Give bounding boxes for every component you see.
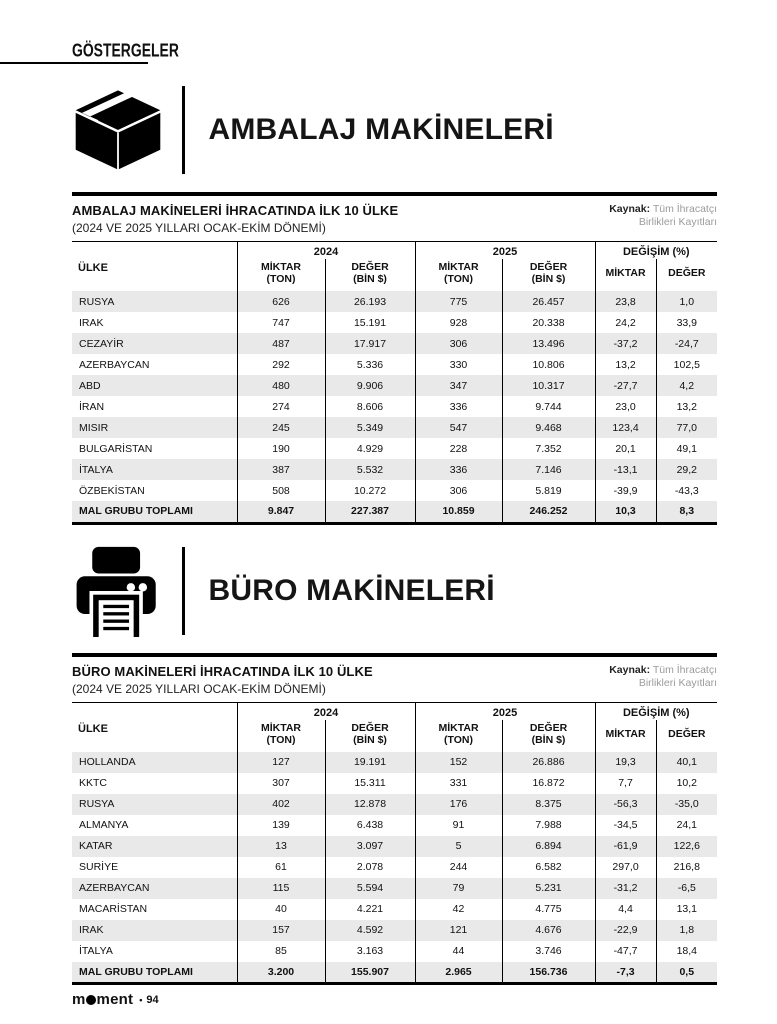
col-header-value-2024: DEĞER (BİN $) — [325, 720, 415, 752]
col-header-change-value: DEĞER — [656, 259, 717, 291]
value-cell: 24,2 — [595, 312, 656, 333]
caption-left — [72, 203, 398, 235]
value-cell: 79 — [415, 878, 502, 899]
value-cell: 77,0 — [656, 417, 717, 438]
total-value: 10,3 — [595, 501, 656, 523]
table-row — [72, 794, 717, 815]
value-cell: 49,1 — [656, 438, 717, 459]
value-cell: 23,0 — [595, 396, 656, 417]
source-label: Kaynak: — [609, 663, 651, 676]
export-table-ambalaj — [72, 241, 717, 525]
value-cell: 10.806 — [502, 354, 595, 375]
table-row — [72, 878, 717, 899]
value-cell: 747 — [237, 312, 325, 333]
country-cell: KKTC — [79, 777, 108, 789]
value-cell: 19.191 — [325, 752, 415, 773]
value-cell: 6.438 — [325, 815, 415, 836]
country-cell: SURİYE — [79, 861, 119, 873]
table-body — [72, 752, 717, 962]
country-cell: AZERBAYCAN — [79, 882, 150, 894]
col-group-2025: 2025 — [415, 242, 595, 260]
value-cell: -35,0 — [656, 794, 717, 815]
source-label: Kaynak: — [609, 203, 651, 215]
value-cell: -39,9 — [595, 480, 656, 501]
country-cell: RUSYA — [79, 798, 115, 810]
value-cell: 3.163 — [325, 941, 415, 962]
value-cell: -31,2 — [595, 878, 656, 899]
table-row — [72, 857, 717, 878]
col-header-value-2024: DEĞER (BİN $) — [325, 259, 415, 291]
value-cell: -47,7 — [595, 941, 656, 962]
country-cell: RUSYA — [79, 295, 115, 308]
value-cell: 6.894 — [502, 836, 595, 857]
table-row — [72, 354, 717, 375]
section-header-ambalaj — [72, 84, 717, 176]
table-row — [72, 417, 717, 438]
value-cell: -24,7 — [656, 333, 717, 354]
value-cell: 42 — [415, 899, 502, 920]
total-value: 2.965 — [415, 962, 502, 984]
country-cell: İRAN — [79, 400, 105, 413]
value-cell: 5.349 — [325, 417, 415, 438]
table-head — [72, 242, 717, 292]
col-header-change-amount: MİKTAR — [595, 259, 656, 291]
table-row — [72, 899, 717, 920]
table-row — [72, 333, 717, 354]
value-cell: 4.775 — [502, 899, 595, 920]
col-header-amount-2024: MİKTAR (TON) — [260, 721, 302, 746]
country-cell: KATAR — [79, 840, 113, 852]
value-cell: -13,1 — [595, 459, 656, 480]
value-cell: 26.457 — [502, 291, 595, 312]
package-box-icon — [72, 84, 164, 176]
source-line1: Tüm İhracatçı — [652, 203, 717, 215]
value-cell: 7,7 — [595, 773, 656, 794]
value-cell: 928 — [415, 312, 502, 333]
value-cell: 347 — [415, 375, 502, 396]
export-table-buro — [72, 702, 717, 986]
value-cell: 152 — [415, 752, 502, 773]
table-row — [72, 941, 717, 962]
table-row — [72, 312, 717, 333]
value-cell: 15.191 — [325, 312, 415, 333]
value-cell: 487 — [237, 333, 325, 354]
logo-text-suffix: ment — [96, 991, 134, 1008]
col-group-change: DEĞİŞİM (%) — [595, 702, 717, 720]
table-title: BÜRO MAKİNELERİ İHRACATINDA İLK 10 ÜLKE — [72, 663, 373, 679]
value-cell: 13 — [237, 836, 325, 857]
value-cell: -6,5 — [656, 878, 717, 899]
value-cell: 10.272 — [325, 480, 415, 501]
col-group-2024: 2024 — [313, 246, 339, 258]
value-cell: 9.468 — [502, 417, 595, 438]
total-value: 227.387 — [325, 501, 415, 523]
value-cell: -43,3 — [656, 480, 717, 501]
value-cell: 7.988 — [502, 815, 595, 836]
total-label: MAL GRUBU TOPLAMI — [79, 965, 193, 978]
table-block-ambalaj — [72, 192, 717, 525]
section-title: AMBALAJ MAKİNELERİ — [208, 113, 554, 146]
value-cell: 40,1 — [656, 752, 717, 773]
col-group-change: DEĞİŞİM (%) — [595, 242, 717, 260]
value-cell: -34,5 — [595, 815, 656, 836]
col-header-change-amount: MİKTAR — [595, 720, 656, 752]
value-cell: 245 — [237, 417, 325, 438]
section-title: BÜRO MAKİNELERİ — [208, 573, 495, 607]
country-cell: AZERBAYCAN — [79, 358, 150, 371]
table-row — [72, 480, 717, 501]
source-line2: Birlikleri Kayıtları — [638, 676, 717, 689]
value-cell: 3.097 — [325, 836, 415, 857]
value-cell: 13,2 — [595, 354, 656, 375]
page-footer — [72, 991, 159, 1008]
value-cell: 61 — [237, 857, 325, 878]
value-cell: 19,3 — [595, 752, 656, 773]
country-cell: ABD — [79, 379, 101, 392]
value-cell: 1,0 — [656, 291, 717, 312]
header-divider — [182, 547, 185, 635]
value-cell: 274 — [237, 396, 325, 417]
value-cell: 330 — [415, 354, 502, 375]
value-cell: 775 — [415, 291, 502, 312]
value-cell: 7.352 — [502, 438, 595, 459]
value-cell: 8.375 — [502, 794, 595, 815]
value-cell: 307 — [237, 773, 325, 794]
table-row — [72, 459, 717, 480]
table-row — [72, 396, 717, 417]
value-cell: 306 — [415, 480, 502, 501]
caption-left — [72, 664, 373, 696]
value-cell: 244 — [415, 857, 502, 878]
total-value: 8,3 — [656, 501, 717, 523]
value-cell: 115 — [237, 878, 325, 899]
value-cell: 139 — [237, 815, 325, 836]
value-cell: 16.872 — [502, 773, 595, 794]
value-cell: 297,0 — [595, 857, 656, 878]
value-cell: 157 — [237, 920, 325, 941]
value-cell: 6.582 — [502, 857, 595, 878]
value-cell: 5.819 — [502, 480, 595, 501]
total-value: 9.847 — [237, 501, 325, 523]
total-value: 246.252 — [502, 501, 595, 523]
table-caption — [72, 196, 717, 241]
total-value: -7,3 — [595, 962, 656, 984]
total-value: 3.200 — [237, 962, 325, 984]
value-cell: 123,4 — [595, 417, 656, 438]
value-cell: 4.929 — [325, 438, 415, 459]
table-row — [72, 773, 717, 794]
value-cell: 127 — [237, 752, 325, 773]
col-header-amount-2025: MİKTAR (TON) — [415, 259, 502, 291]
value-cell: 91 — [415, 815, 502, 836]
value-cell: 102,5 — [656, 354, 717, 375]
value-cell: 336 — [415, 459, 502, 480]
value-cell: 402 — [237, 794, 325, 815]
value-cell: 547 — [415, 417, 502, 438]
col-group-2024: 2024 — [313, 706, 339, 719]
country-cell: HOLLANDA — [79, 756, 136, 768]
table-total — [72, 962, 717, 984]
table-row — [72, 836, 717, 857]
total-value: 155.907 — [325, 962, 415, 984]
value-cell: 24,1 — [656, 815, 717, 836]
value-cell: 1,8 — [656, 920, 717, 941]
kicker-rule — [0, 62, 148, 64]
col-header-country: ÜLKE — [72, 702, 237, 752]
value-cell: 4.221 — [325, 899, 415, 920]
table-block-buro — [72, 653, 717, 986]
value-cell: 13.496 — [502, 333, 595, 354]
country-cell: IRAK — [79, 316, 104, 329]
value-cell: 20.338 — [502, 312, 595, 333]
value-cell: 4.592 — [325, 920, 415, 941]
col-header-amount-2024: MİKTAR (TON) — [260, 261, 302, 285]
value-cell: 15.311 — [325, 773, 415, 794]
header-divider — [182, 86, 185, 174]
value-cell: 480 — [237, 375, 325, 396]
country-cell: MACARİSTAN — [79, 903, 148, 915]
value-cell: 121 — [415, 920, 502, 941]
value-cell: -27,7 — [595, 375, 656, 396]
value-cell: 17.917 — [325, 333, 415, 354]
value-cell: 626 — [237, 291, 325, 312]
value-cell: 9.906 — [325, 375, 415, 396]
value-cell: 7.146 — [502, 459, 595, 480]
table-row — [72, 291, 717, 312]
table-caption — [72, 657, 717, 702]
country-cell: MISIR — [79, 421, 109, 434]
value-cell: 8.606 — [325, 396, 415, 417]
value-cell: 44 — [415, 941, 502, 962]
table-row — [72, 375, 717, 396]
printer-icon — [72, 545, 164, 637]
col-header-amount-2025: MİKTAR (TON) — [415, 720, 502, 752]
value-cell: 3.746 — [502, 941, 595, 962]
value-cell: 13,1 — [656, 899, 717, 920]
value-cell: 228 — [415, 438, 502, 459]
total-value: 156.736 — [502, 962, 595, 984]
section-header-buro — [72, 545, 717, 637]
total-value: 10.859 — [415, 501, 502, 523]
value-cell: 18,4 — [656, 941, 717, 962]
value-cell: 26.886 — [502, 752, 595, 773]
source-note — [609, 664, 717, 690]
table-row — [72, 752, 717, 773]
value-cell: -56,3 — [595, 794, 656, 815]
logo-dot-icon — [86, 995, 96, 1005]
value-cell: 216,8 — [656, 857, 717, 878]
source-line2: Birlikleri Kayıtları — [638, 216, 717, 228]
col-header-country: ÜLKE — [72, 242, 237, 292]
total-row — [72, 501, 717, 523]
value-cell: 10,2 — [656, 773, 717, 794]
country-cell: IRAK — [79, 924, 104, 936]
value-cell: 190 — [237, 438, 325, 459]
value-cell: 23,8 — [595, 291, 656, 312]
col-header-value-2025: DEĞER (BİN $) — [502, 259, 595, 291]
value-cell: 5.336 — [325, 354, 415, 375]
table-row — [72, 815, 717, 836]
page-kicker — [72, 42, 717, 62]
value-cell: 13,2 — [656, 396, 717, 417]
value-cell: 29,2 — [656, 459, 717, 480]
page-number: 94 — [146, 993, 159, 1006]
value-cell: 2.078 — [325, 857, 415, 878]
total-row — [72, 962, 717, 984]
value-cell: 5.594 — [325, 878, 415, 899]
total-label: MAL GRUBU TOPLAMI — [79, 505, 193, 518]
value-cell: -22,9 — [595, 920, 656, 941]
value-cell: 20,1 — [595, 438, 656, 459]
value-cell: 4,4 — [595, 899, 656, 920]
value-cell: 12.878 — [325, 794, 415, 815]
value-cell: 5.532 — [325, 459, 415, 480]
value-cell: 387 — [237, 459, 325, 480]
table-row — [72, 438, 717, 459]
value-cell: -61,9 — [595, 836, 656, 857]
moment-logo — [72, 991, 133, 1008]
value-cell: 331 — [415, 773, 502, 794]
value-cell: 292 — [237, 354, 325, 375]
logo-text-prefix: m — [72, 991, 86, 1008]
country-cell: CEZAYİR — [79, 337, 124, 350]
value-cell: -37,2 — [595, 333, 656, 354]
col-header-value-2025: DEĞER (BİN $) — [502, 720, 595, 752]
value-cell: 336 — [415, 396, 502, 417]
table-title: AMBALAJ MAKİNELERİ İHRACATINDA İLK 10 ÜLKE — [72, 203, 399, 218]
table-total — [72, 501, 717, 523]
value-cell: 10.317 — [502, 375, 595, 396]
value-cell: 122,6 — [656, 836, 717, 857]
kicker-label: GÖSTERGELER — [72, 40, 179, 61]
source-note — [609, 203, 717, 229]
value-cell: 40 — [237, 899, 325, 920]
country-cell: ÖZBEKİSTAN — [79, 484, 145, 497]
country-cell: İTALYA — [79, 945, 113, 957]
total-value: 0,5 — [656, 962, 717, 984]
value-cell: 176 — [415, 794, 502, 815]
table-head — [72, 702, 717, 752]
value-cell: 85 — [237, 941, 325, 962]
country-cell: İTALYA — [79, 463, 113, 476]
value-cell: 508 — [237, 480, 325, 501]
col-group-2025: 2025 — [415, 702, 595, 720]
value-cell: 5 — [415, 836, 502, 857]
value-cell: 4,2 — [656, 375, 717, 396]
value-cell: 9.744 — [502, 396, 595, 417]
table-row — [72, 920, 717, 941]
value-cell: 306 — [415, 333, 502, 354]
value-cell: 4.676 — [502, 920, 595, 941]
source-line1: Tüm İhracatçı — [652, 663, 717, 676]
footer-separator: • — [139, 994, 143, 1005]
value-cell: 5.231 — [502, 878, 595, 899]
value-cell: 26.193 — [325, 291, 415, 312]
table-subtitle: (2024 VE 2025 YILLARI OCAK-EKİM DÖNEMİ) — [72, 221, 326, 235]
col-header-change-value: DEĞER — [656, 720, 717, 752]
country-cell: BULGARİSTAN — [79, 442, 153, 455]
country-cell: ALMANYA — [79, 819, 129, 831]
table-body — [72, 291, 717, 501]
value-cell: 33,9 — [656, 312, 717, 333]
table-subtitle: (2024 VE 2025 YILLARI OCAK-EKİM DÖNEMİ) — [72, 681, 326, 696]
